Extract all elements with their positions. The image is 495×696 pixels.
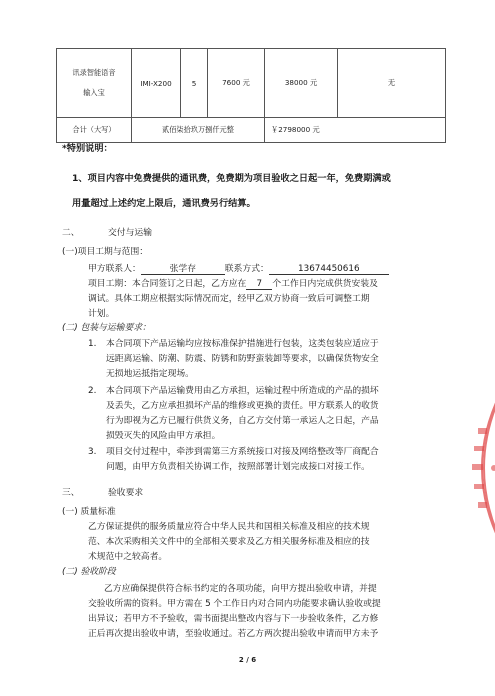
- acceptance-line4: 正后再次提出验收申请，至验收通过。若乙方两次提出验收申请而甲方未予: [88, 629, 379, 639]
- period-line3: 计划。: [88, 309, 115, 319]
- period-line2: 调试。具体工期应根据实际情况而定，经甲乙双方协商一致后可调整工期: [88, 294, 370, 304]
- total-label-cell: 合计（大写）: [57, 118, 132, 143]
- product-name-cell: [57, 49, 132, 118]
- product-table: [56, 48, 446, 143]
- period-text-b: 个工作日内完成供货安装及: [272, 279, 378, 289]
- section3-number: 三、: [62, 488, 80, 498]
- section2-number: 二、: [62, 228, 80, 238]
- period-line1: [88, 279, 378, 290]
- contact-a-label: 甲方联系人：: [88, 264, 141, 274]
- model-cell: IMI-X200: [132, 49, 181, 118]
- item2-line1: 本合同项下产品运输费用由乙方承担，运输过程中所造成的产品的损坏: [106, 386, 379, 396]
- special-note-title: *特别说明：: [62, 143, 113, 154]
- total-words-cell: 贰佰柒拾玖万捌仟元整: [132, 118, 265, 143]
- page-number: 2 / 6: [238, 656, 257, 664]
- product-name-line1: 讯录智能语音: [72, 68, 116, 77]
- note-cell: 无: [338, 49, 446, 118]
- section3-sub1-title: (一) 质量标准: [62, 507, 116, 517]
- quality-line3: 术规范中之较高者。: [88, 552, 168, 562]
- item1-line1: 本合同项下产品运输均应按标准保护措施进行包装，这类包装应适应于: [106, 339, 379, 349]
- section3-sub2-title: (二) 验收阶段: [62, 567, 116, 577]
- item2-number: 2.: [88, 386, 97, 396]
- item2-line4: 损毁灭失的风险由甲方承担。: [106, 431, 221, 441]
- contact-tel-label: 联系方式：: [224, 264, 269, 274]
- period-text-a: 项目工期：本合同签订之日起，乙方应在: [88, 279, 247, 289]
- special-note-line2: 用量超过上述约定上限后，通讯费另行结算。: [72, 198, 256, 209]
- seal-stamp: [456, 388, 495, 548]
- amount-cell: 38000 元: [265, 49, 338, 118]
- quality-line1: 乙方保证提供的服务质量应符合中华人民共和国相关标准及相应的技术规: [88, 522, 370, 532]
- contact-tel: 13674450616: [269, 264, 389, 275]
- unit-price-cell: 7600 元: [208, 49, 265, 118]
- item3-number: 3.: [88, 447, 97, 457]
- acceptance-line1: 乙方应确保提供符合标书约定的各项功能，向甲方提出验收申请，并提: [104, 584, 377, 594]
- acceptance-line2: 交验收所需的资料。甲方需在 5 个工作日内对合同内功能要求确认验收或提: [88, 599, 381, 609]
- item1-line3: 无损地运抵指定现场。: [106, 369, 194, 379]
- section2-sub1-title: (一)项目工期与范围：: [62, 247, 149, 257]
- table-total-row: [57, 118, 446, 143]
- contact-a-name: 张学存: [141, 264, 225, 275]
- quality-line2: 范、本次采购相关文件中的全部相关要求及乙方相关服务标准及相应的技: [88, 537, 370, 547]
- item1-line2: 远距离运输、防潮、防震、防锈和防野蛮装卸等要求，以确保货物安全: [106, 354, 379, 364]
- item3-line1: 项目交付过程中，牵涉到需第三方系统接口对接及网络整改等厂商配合: [106, 447, 379, 457]
- product-name-line2: 输入宝: [83, 88, 105, 97]
- item2-line2: 及丢失，乙方应承担损坏产品的维修或更换的责任。甲方联系人的收货: [106, 401, 379, 411]
- qty-cell: 5: [181, 49, 208, 118]
- acceptance-line3: 出异议；若甲方不予验收，需书面提出整改内容与下一步验收条件，乙方修: [88, 614, 379, 624]
- table-row: [57, 49, 446, 118]
- section2-heading: 交付与运输: [108, 228, 152, 238]
- item2-line3: 行为即视为乙方已履行供货义务，自乙方交付第一承运人之日起，产品: [106, 416, 379, 426]
- item3-line2: 问题，由甲方负责相关协调工作，按照部署计划完成接口对接工作。: [106, 462, 370, 472]
- special-note-line1: 1、项目内容中免费提供的通讯费，免费期为项目验收之日起一年，免费期满或: [72, 173, 391, 184]
- section3-heading: 验收要求: [108, 488, 144, 498]
- total-number-cell: ￥2798000 元: [265, 118, 446, 143]
- period-days: 7: [246, 279, 272, 290]
- contact-line: [88, 264, 389, 275]
- item1-number: 1.: [88, 339, 97, 349]
- section2-sub2-title: (二) 包装与运输要求：: [62, 323, 151, 333]
